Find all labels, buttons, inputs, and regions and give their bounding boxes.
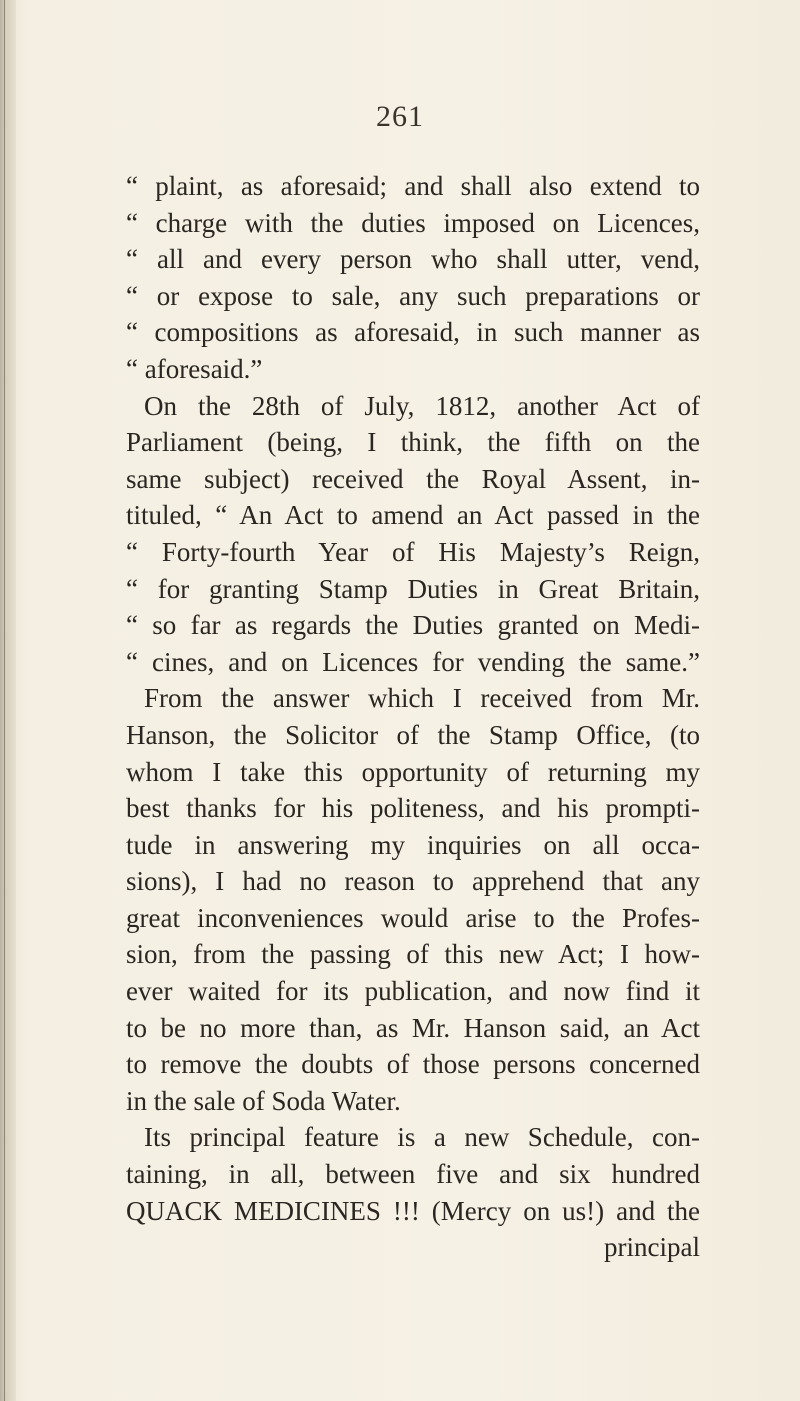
text-line: “ Forty-fourth Year of His Majesty’s Reign,	[126, 536, 700, 567]
text-line: On the 28th of July, 1812, another Act of	[144, 390, 700, 421]
spine-shadow-line	[4, 0, 5, 1401]
text-line: QUACK MEDICINES !!! (Mercy on us!) and the	[126, 1195, 700, 1226]
text-line: to remove the doubts of those persons concerned	[126, 1049, 700, 1080]
text-line: “ aforesaid.”	[126, 353, 263, 384]
text-line: ever waited for its publication, and now find it	[126, 976, 700, 1007]
text-line: tituled, “ An Act to amend an Act passed in the	[126, 500, 700, 531]
text-line: “ so far as regards the Duties granted on Medi-	[126, 610, 700, 641]
text-line: “ charge with the duties imposed on Licences,	[126, 207, 700, 238]
text-line: same subject) received the Royal Assent, in-	[126, 463, 700, 494]
catchword: principal	[604, 1232, 700, 1263]
book-spine-edge	[0, 0, 16, 1401]
text-line: in the sale of Soda Water.	[126, 1085, 401, 1116]
text-line: sion, from the passing of this new Act; I how-	[126, 939, 700, 970]
text-line: taining, in all, between five and six hundred	[126, 1159, 700, 1190]
text-line: From the answer which I received from Mr.	[144, 683, 700, 714]
text-line: tude in answering my inquiries on all occa-	[126, 829, 700, 860]
text-line: to be no more than, as Mr. Hanson said, an Act	[126, 1012, 700, 1043]
text-line: whom I take this opportunity of returning my	[126, 756, 700, 787]
text-line: “ for granting Stamp Duties in Great Britain,	[126, 573, 700, 604]
text-line: sions), I had no reason to apprehend that any	[126, 866, 700, 897]
text-line: “ cines, and on Licences for vending the same.”	[126, 646, 700, 677]
text-line: great inconveniences would arise to the Profes-	[126, 902, 700, 933]
text-line: best thanks for his politeness, and his prompti-	[126, 793, 700, 824]
text-line: “ or expose to sale, any such preparations or	[126, 280, 700, 311]
text-line: “ all and every person who shall utter, vend,	[126, 244, 700, 275]
text-line: Parliament (being, I think, the fifth on the	[126, 427, 700, 458]
text-line: Its principal feature is a new Schedule, con-	[144, 1122, 700, 1153]
page-number: 261	[376, 100, 424, 133]
text-line: Hanson, the Solicitor of the Stamp Office, (to	[126, 719, 700, 750]
text-line: “ compositions as aforesaid, in such manner as	[126, 317, 700, 348]
text-line: “ plaint, as aforesaid; and shall also extend to	[126, 171, 700, 201]
body-text	[126, 168, 700, 1266]
